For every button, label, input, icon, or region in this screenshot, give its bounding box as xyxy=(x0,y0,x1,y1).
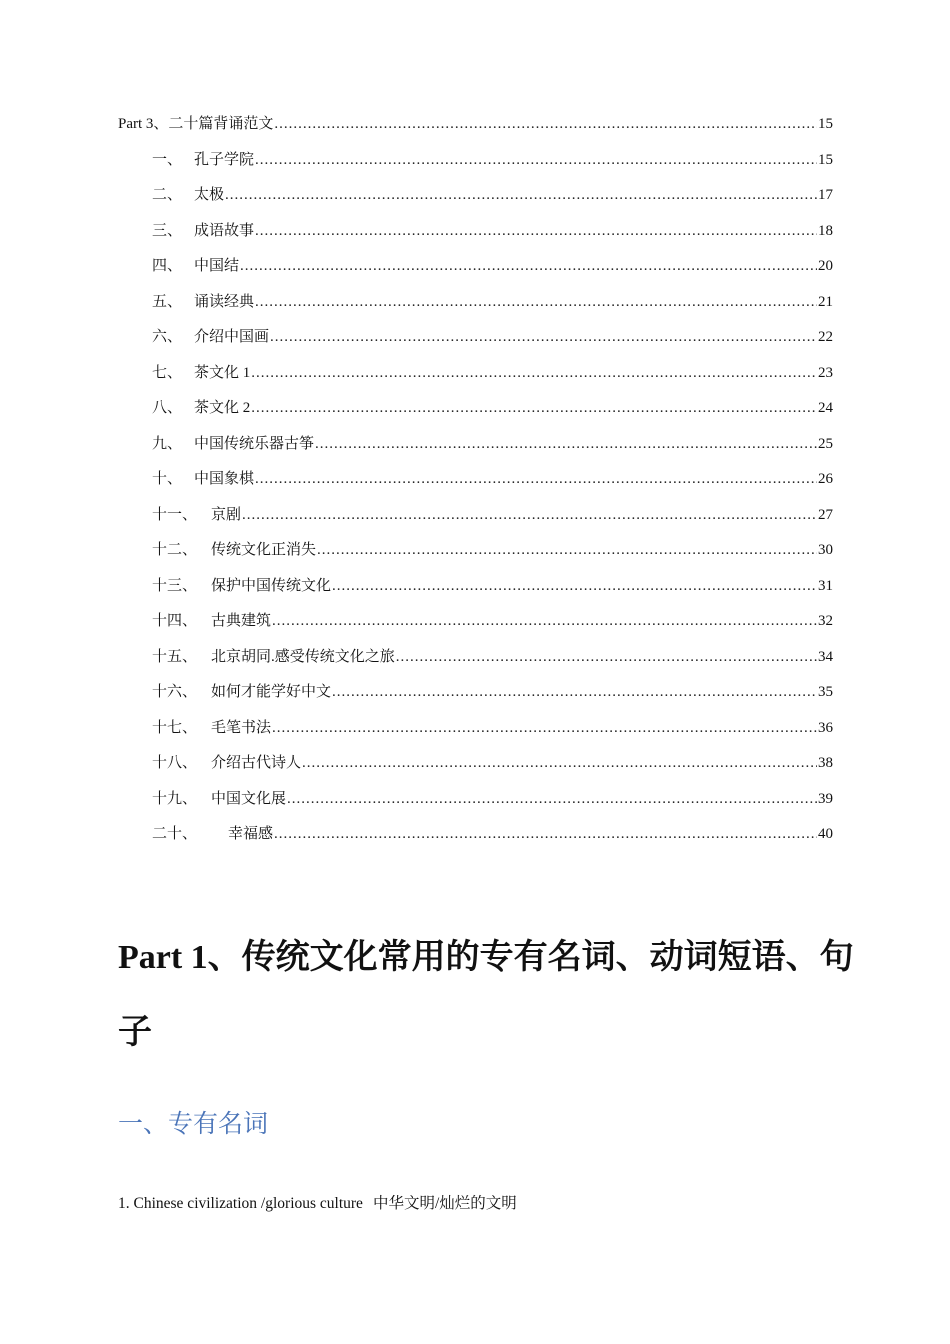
toc-entry-number: 二十、 xyxy=(152,826,198,842)
toc-entry[interactable] xyxy=(118,185,833,221)
toc-entry-number: 十八、 xyxy=(152,755,198,771)
toc-entry-number: 一、 xyxy=(152,151,183,168)
toc-entry-number: 十一、 xyxy=(152,506,198,523)
toc-page-number: 17 xyxy=(818,187,833,203)
toc-entry-number: 十九、 xyxy=(152,790,198,807)
vocab-entry-english: 1. Chinese civilization /glorious culture xyxy=(118,1195,363,1212)
toc-entry-title: 古典建筑 xyxy=(211,613,272,629)
toc-entry-number: 六、 xyxy=(152,329,183,345)
toc-entry-number: 八、 xyxy=(152,400,183,416)
toc-dot-leader xyxy=(272,611,817,631)
toc-entry[interactable] xyxy=(118,256,833,292)
toc-dot-leader xyxy=(317,540,817,560)
toc-entry[interactable] xyxy=(118,611,833,647)
toc-entry-number: 十、 xyxy=(152,471,183,487)
toc-dot-leader xyxy=(302,753,817,773)
toc-entry-title: 保护中国传统文化 xyxy=(211,577,332,594)
toc-entry-number: 十三、 xyxy=(152,577,198,594)
vocab-entry xyxy=(118,1191,517,1213)
toc-page-number: 35 xyxy=(818,684,833,700)
toc-page-number: 24 xyxy=(818,400,833,416)
toc-entry[interactable] xyxy=(118,789,833,825)
toc-entry-part3[interactable] xyxy=(118,114,833,150)
toc-entry-title: 中国传统乐器古筝 xyxy=(194,435,315,452)
toc-dot-leader xyxy=(332,576,817,596)
toc-entry-title: 北京胡同.感受传统文化之旅 xyxy=(211,648,395,665)
toc-entry[interactable] xyxy=(118,647,833,683)
toc-page-number: 34 xyxy=(818,648,833,665)
toc-page-number: 27 xyxy=(818,506,833,523)
toc-entry[interactable] xyxy=(118,469,833,505)
toc-entry-title: 介绍中国画 xyxy=(194,329,270,345)
toc-page-number: 23 xyxy=(818,364,833,381)
toc-entry-title: 毛笔书法 xyxy=(211,719,272,736)
toc-entry-title: 京剧 xyxy=(211,506,242,523)
toc-dot-leader xyxy=(251,398,817,418)
toc-entry-number: 七、 xyxy=(152,364,183,381)
toc-entry-title: 传统文化正消失 xyxy=(211,542,317,558)
toc-dot-leader xyxy=(242,505,817,525)
toc-dot-leader xyxy=(225,185,817,205)
toc-entry-number: 五、 xyxy=(152,293,183,310)
toc-entry-title: 如何才能学好中文 xyxy=(211,684,332,700)
toc-page-number: 36 xyxy=(818,719,833,736)
toc-entry[interactable] xyxy=(118,221,833,257)
toc-dot-leader xyxy=(396,647,817,667)
toc-entry[interactable] xyxy=(118,398,833,434)
toc-dot-leader xyxy=(332,682,817,702)
toc-entry-title: 茶文化 1 xyxy=(194,364,251,381)
toc-entry[interactable] xyxy=(118,753,833,789)
toc-entry[interactable] xyxy=(118,576,833,612)
toc-entry-number: 二、 xyxy=(152,187,183,203)
toc-entry[interactable] xyxy=(118,434,833,470)
toc-page-number: 32 xyxy=(818,613,833,629)
toc-entry-title: 中国象棋 xyxy=(194,471,255,487)
toc-entry[interactable] xyxy=(118,292,833,328)
toc-entry[interactable] xyxy=(118,682,833,718)
toc-entry-number: 四、 xyxy=(152,258,183,274)
toc-page-number: 25 xyxy=(818,435,833,452)
toc-entry-label: Part 3、二十篇背诵范文 xyxy=(118,116,274,132)
toc-dot-leader xyxy=(274,114,817,134)
toc-dot-leader xyxy=(251,363,817,383)
toc-entry-title: 幸福感 xyxy=(228,826,274,842)
toc-entry[interactable] xyxy=(118,540,833,576)
toc-dot-leader xyxy=(270,327,817,347)
toc-page-number: 15 xyxy=(818,151,833,168)
toc-entry[interactable] xyxy=(118,150,833,186)
toc-entry-number: 十四、 xyxy=(152,613,198,629)
toc-page-number: 40 xyxy=(818,826,833,842)
toc-dot-leader xyxy=(287,789,817,809)
vocab-entry-chinese: 中华文明/灿烂的文明 xyxy=(372,1195,517,1212)
toc-entry-number: 十二、 xyxy=(152,542,198,558)
toc-entry-title: 中国结 xyxy=(194,258,240,274)
toc-entry-title: 孔子学院 xyxy=(194,151,255,168)
table-of-contents xyxy=(118,114,833,860)
toc-page-number: 30 xyxy=(818,542,833,558)
toc-entry-number: 十七、 xyxy=(152,719,198,736)
toc-dot-leader xyxy=(255,150,817,170)
toc-entry-title: 诵读经典 xyxy=(194,293,255,310)
section-heading: 一、专有名词 xyxy=(118,1111,269,1138)
toc-entry[interactable] xyxy=(118,824,833,860)
toc-entry-title: 中国文化展 xyxy=(211,790,287,807)
toc-entry-number: 三、 xyxy=(152,222,183,239)
toc-page-number: 21 xyxy=(818,293,833,310)
toc-entry-number: 十六、 xyxy=(152,684,198,700)
toc-entry-title: 成语故事 xyxy=(194,222,255,239)
toc-page-number: 31 xyxy=(818,577,833,594)
toc-entry[interactable] xyxy=(118,327,833,363)
toc-dot-leader xyxy=(274,824,817,844)
toc-entry-number: 九、 xyxy=(152,435,183,452)
toc-dot-leader xyxy=(255,221,817,241)
part1-heading: Part 1、传统文化常用的专有名词、动词短语、句子 xyxy=(118,939,854,1051)
toc-entry-title: 茶文化 2 xyxy=(194,400,251,416)
toc-entry-number: 十五、 xyxy=(152,648,198,665)
toc-entry-title: 介绍古代诗人 xyxy=(211,755,302,771)
toc-entry[interactable] xyxy=(118,505,833,541)
toc-dot-leader xyxy=(255,292,817,312)
toc-entry-title: 太极 xyxy=(194,187,225,203)
toc-page-number: 38 xyxy=(818,755,833,771)
toc-page-number: 39 xyxy=(818,790,833,807)
toc-dot-leader xyxy=(240,256,817,276)
toc-page-number: 26 xyxy=(818,471,833,487)
toc-entry[interactable] xyxy=(118,718,833,754)
toc-dot-leader xyxy=(255,469,817,489)
toc-dot-leader xyxy=(315,434,817,454)
toc-page-number: 15 xyxy=(818,116,833,132)
toc-page-number: 22 xyxy=(818,329,833,345)
toc-page-number: 18 xyxy=(818,222,833,239)
toc-dot-leader xyxy=(272,718,817,738)
toc-page-number: 20 xyxy=(818,258,833,274)
toc-entry[interactable] xyxy=(118,363,833,399)
